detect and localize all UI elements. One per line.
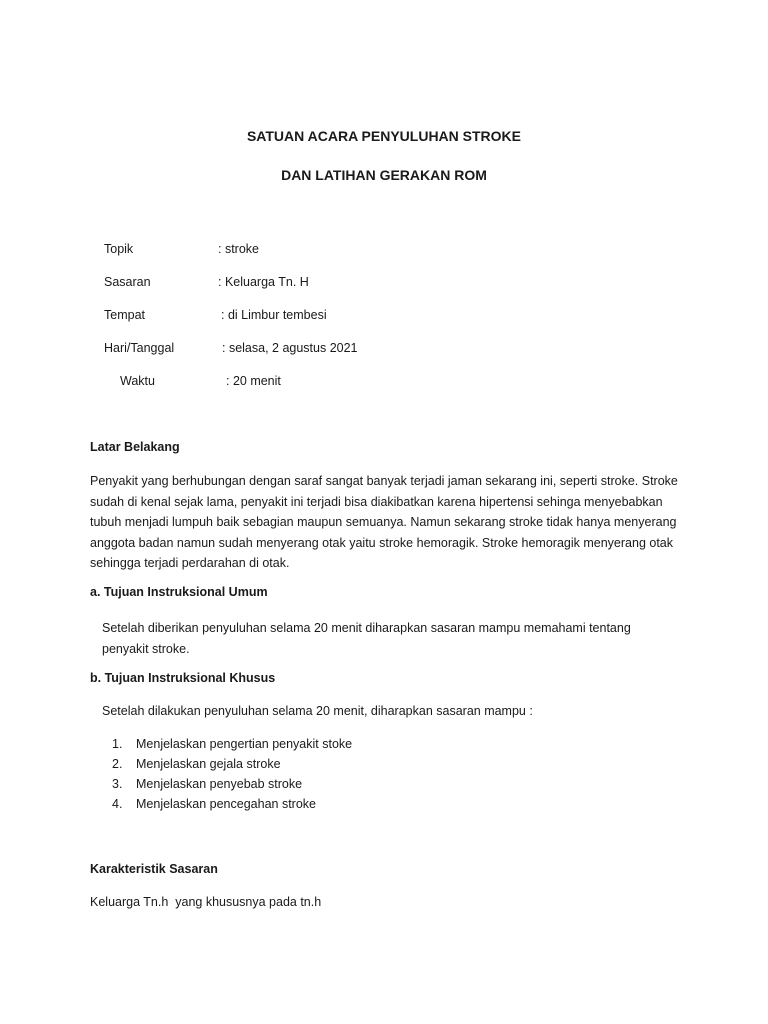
target-text: Keluarga Tn.h yang khususnya pada tn.h bbox=[90, 895, 322, 909]
background-paragraph: Penyakit yang berhubungan dengan saraf sangat banyak terjadi jaman sekarang ini, seperti stroke. Stroke sudah di kenal sejak lama, penyakit ini terjadi bisa diakibatkan karena hipertensi sehinga menyebabkan tubuh menjadi lumpuh baik sebagian maupun semuanya. Namun sekarang stroke tidak hanya menyerang anggota badan namun sudah menyerang otak yaitu stroke hemoragik. Stroke hemoragik menyerang otak sehingga terjadi perdarahan di otak. bbox=[90, 474, 678, 570]
goal-specific-intro: Setelah dilakukan penyuluhan selama 20 menit, diharapkan sasaran mampu : bbox=[102, 704, 533, 718]
info-value-sasaran: : Keluarga Tn. H bbox=[218, 275, 309, 289]
info-value-waktu: : 20 menit bbox=[226, 374, 281, 388]
list-item bbox=[112, 794, 352, 814]
goal-specific-heading: b. Tujuan Instruksional Khusus bbox=[90, 671, 276, 685]
list-item-number: 1. bbox=[112, 737, 123, 751]
info-label-tempat: Tempat bbox=[104, 308, 145, 322]
list-item-text: Menjelaskan pencegahan stroke bbox=[136, 797, 316, 811]
list-item-number: 3. bbox=[112, 777, 123, 791]
list-item bbox=[112, 774, 352, 794]
info-value-hari-tanggal: : selasa, 2 agustus 2021 bbox=[222, 341, 358, 355]
info-value-topik: : stroke bbox=[218, 242, 259, 256]
info-value-tempat: : di Limbur tembesi bbox=[221, 308, 327, 322]
goal-general-heading: a. Tujuan Instruksional Umum bbox=[90, 585, 268, 599]
background-heading: Latar Belakang bbox=[90, 440, 180, 454]
info-label-sasaran: Sasaran bbox=[104, 275, 151, 289]
list-item bbox=[112, 734, 352, 754]
title-line-1: SATUAN ACARA PENYULUHAN STROKE bbox=[246, 128, 522, 144]
info-label-waktu: Waktu bbox=[120, 374, 155, 388]
list-item-text: Menjelaskan pengertian penyakit stoke bbox=[136, 737, 353, 751]
target-heading: Karakteristik Sasaran bbox=[90, 862, 218, 876]
list-item-number: 4. bbox=[112, 797, 123, 811]
info-label-topik: Topik bbox=[104, 242, 134, 256]
goal-specific-list bbox=[112, 734, 352, 814]
info-label-hari-tanggal: Hari/Tanggal bbox=[104, 341, 175, 355]
list-item-number: 2. bbox=[112, 757, 123, 771]
goal-general-paragraph: Setelah diberikan penyuluhan selama 20 menit diharapkan sasaran mampu memahami tentang penyakit stroke. bbox=[102, 621, 631, 656]
list-item-text: Menjelaskan gejala stroke bbox=[136, 757, 281, 771]
list-item bbox=[112, 754, 352, 774]
title-line-2: DAN LATIHAN GERAKAN ROM bbox=[281, 167, 487, 183]
list-item-text: Menjelaskan penyebab stroke bbox=[136, 777, 303, 791]
